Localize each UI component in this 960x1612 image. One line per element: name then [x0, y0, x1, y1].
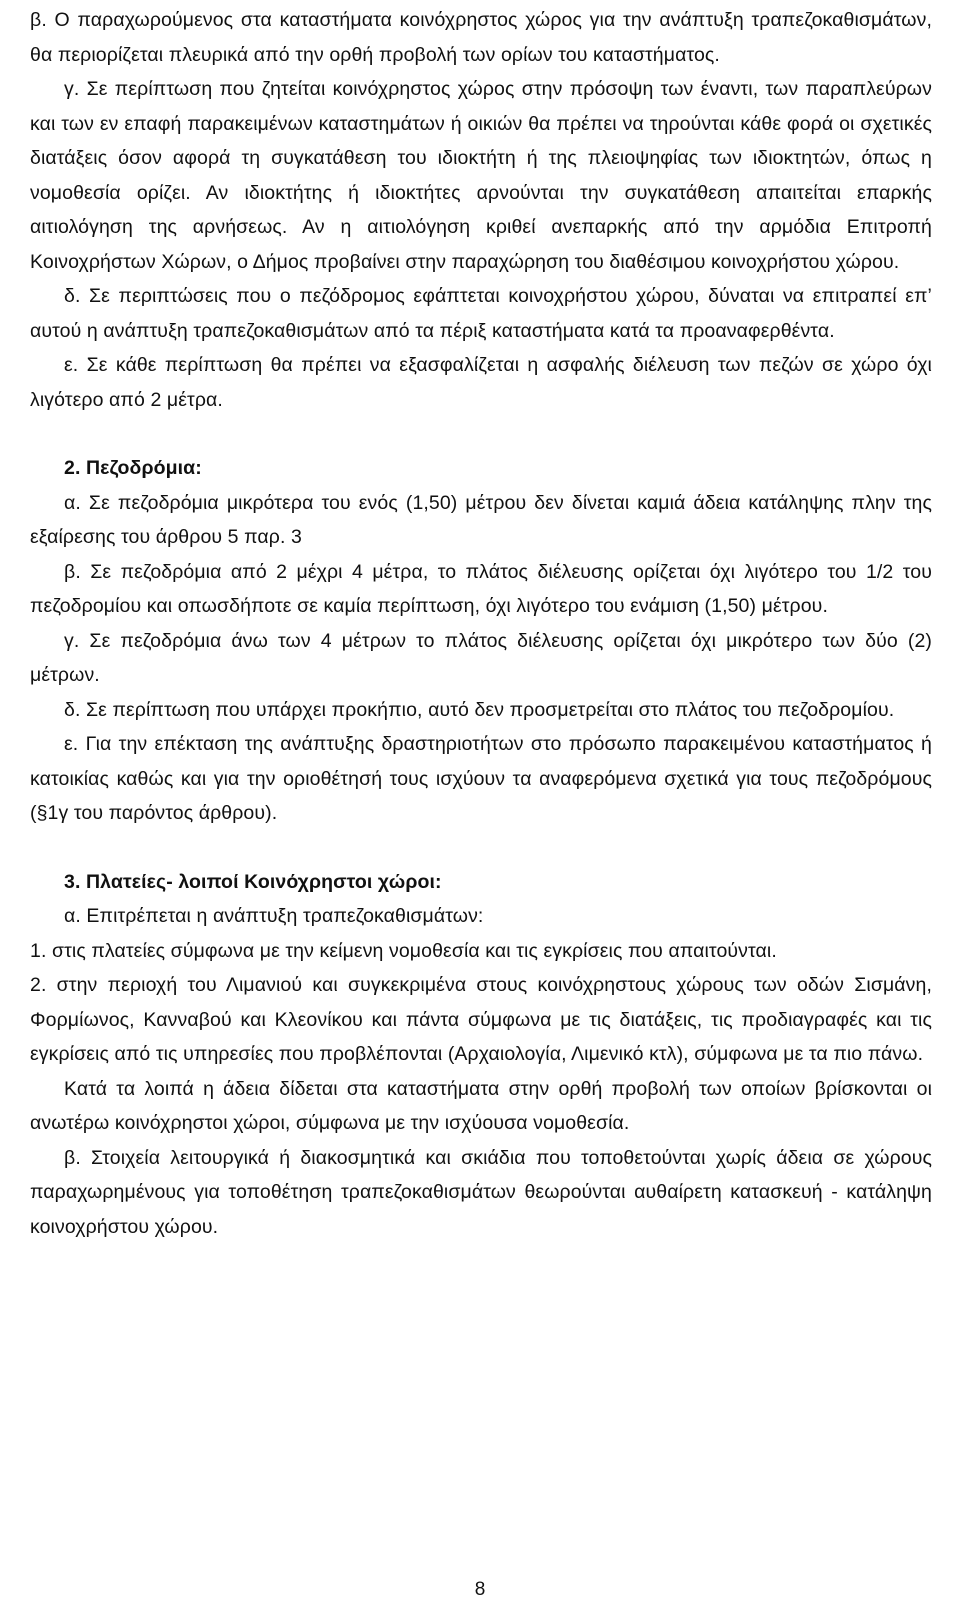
section-heading-sidewalks: 2. Πεζοδρόμια: [64, 457, 202, 479]
paragraph-sidewalk-alpha: α. Σε πεζοδρόμια μικρότερα του ενός (1,50) μέτρου δεν δίνεται καμιά άδεια κατάληψης πλην της εξαίρεσης του άρθρου 5 παρ. 3 [30, 491, 932, 548]
paragraph-sidewalk-gamma: γ. Σε πεζοδρόμια άνω των 4 μέτρων το πλάτος διέλευσης ορίζεται όχι μικρότερο των δύο (2) μέτρων. [30, 629, 932, 686]
page-number: 8 [474, 1579, 486, 1600]
paragraph-gamma-frontage-consent: γ. Σε περίπτωση που ζητείται κοινόχρηστος χώρος στην πρόσοψη των έναντι, των παραπλεύρων και των εν επαφή παρακειμένων καταστημάτων ή οικιών θα πρέπει να τηρούνται κάθε φορά οι σχετικές διατάξεις όσον αφορά τη συγκατάθεση του ιδιοκτήτη ή της πλειοψηφίας των ιδιοκτητών, όπως η νομοθεσία ορίζει. Αν ιδιοκτήτης ή ιδιοκτήτες αρνούνται την συγκατάθεση απαιτείται επαρκής αιτιολόγηση της αρνήσεως. Αν η αιτιολόγηση κριθεί ανεπαρκής από την αρμόδια Επιτροπή Κοινοχρήστων Χώρων, ο Δήμος προβαίνει στην παραχώρηση του διαθέσιμου κοινοχρήστου χώρου. [30, 78, 932, 273]
list-item-squares-2: 2. στην περιοχή του Λιμανιού και συγκεκριμένα στους κοινόχρηστους χώρους των οδών Σισμάνη, Φορμίωνος, Κανναβού και Κλεονίκου και πάντα σύμφωνα με τις διατάξεις, τις προδιαγραφές και τις εγκρίσεις από τις υπηρεσίες που προβλέπονται (Αρχαιολογία, Λιμενικό κτλ), σύμφωνα με τα πιο πάνω. [30, 974, 932, 1065]
paragraph-delta-pedestrian-street: δ. Σε περιπτώσεις που ο πεζόδρομος εφάπτεται κοινοχρήστου χώρου, δύναται να επιτραπεί επ’ αυτού η ανάπτυξη τραπεζοκαθισμάτων από τα πέριξ καταστήματα κατά τα προαναφερθέντα. [30, 285, 932, 342]
paragraph-sidewalk-epsilon: ε. Για την επέκταση της ανάπτυξης δραστηριοτήτων στο πρόσωπο παρακειμένου καταστήματος ή κατοικίας καθώς και για την οριοθέτησή τους ισχύουν τα αναφερόμενα σχετικά για τους πεζοδρόμους (§1γ του παρόντος άρθρου). [30, 733, 932, 824]
paragraph-squares-rest: Κατά τα λοιπά η άδεια δίδεται στα καταστήματα στην ορθή προβολή των οποίων βρίσκονται οι ανωτέρω κοινόχρηστοι χώροι, σύμφωνα με την ισχύουσα νομοθεσία. [30, 1077, 932, 1134]
list-item-squares-1: 1. στις πλατείες σύμφωνα με την κείμενη νομοθεσία και τις εγκρίσεις που απαιτούνται. [30, 939, 777, 962]
section-spacer [30, 417, 932, 451]
paragraph-squares-beta: β. Στοιχεία λειτουργικά ή διακοσμητικά και σκιάδια που τοποθετούνται χωρίς άδεια σε χώρους παραχωρημένους για τοποθέτηση τραπεζοκαθισμάτων θεωρούνται αυθαίρετη κατασκευή - κατάληψη κοινοχρήστου χώρου. [30, 1146, 932, 1238]
section-heading-squares: 3. Πλατείες- λοιποί Κοινόχρηστοι χώροι: [64, 870, 442, 893]
paragraph-sidewalk-delta: δ. Σε περίπτωση που υπάρχει προκήπιο, αυτό δεν προσμετρείται στο πλάτος του πεζοδρομίου. [64, 698, 895, 721]
document-body [30, 3, 932, 1244]
section-spacer [30, 831, 932, 865]
paragraph-epsilon-safe-passage: ε. Σε κάθε περίπτωση θα πρέπει να εξασφαλίζεται η ασφαλής διέλευση των πεζών σε χώρο όχι λιγότερο από 2 μέτρα. [30, 354, 932, 411]
paragraph-sidewalk-beta: β. Σε πεζοδρόμια από 2 μέχρι 4 μέτρα, το πλάτος διέλευσης ορίζεται όχι λιγότερο του 1/2 του πεζοδρομίου και οπωσδήποτε σε καμία περίπτωση, όχι λιγότερο του ενάμιση (1,50) μέτρου. [30, 560, 932, 617]
paragraph-beta-shop-space: β. Ο παραχωρούμενος στα καταστήματα κοινόχρηστος χώρος για την ανάπτυξη τραπεζοκαθισμάτων, θα περιορίζεται πλευρικά από την ορθή προβολή των ορίων του καταστήματος. [30, 9, 932, 66]
paragraph-squares-intro: α. Επιτρέπεται η ανάπτυξη τραπεζοκαθισμάτων: [64, 905, 484, 927]
